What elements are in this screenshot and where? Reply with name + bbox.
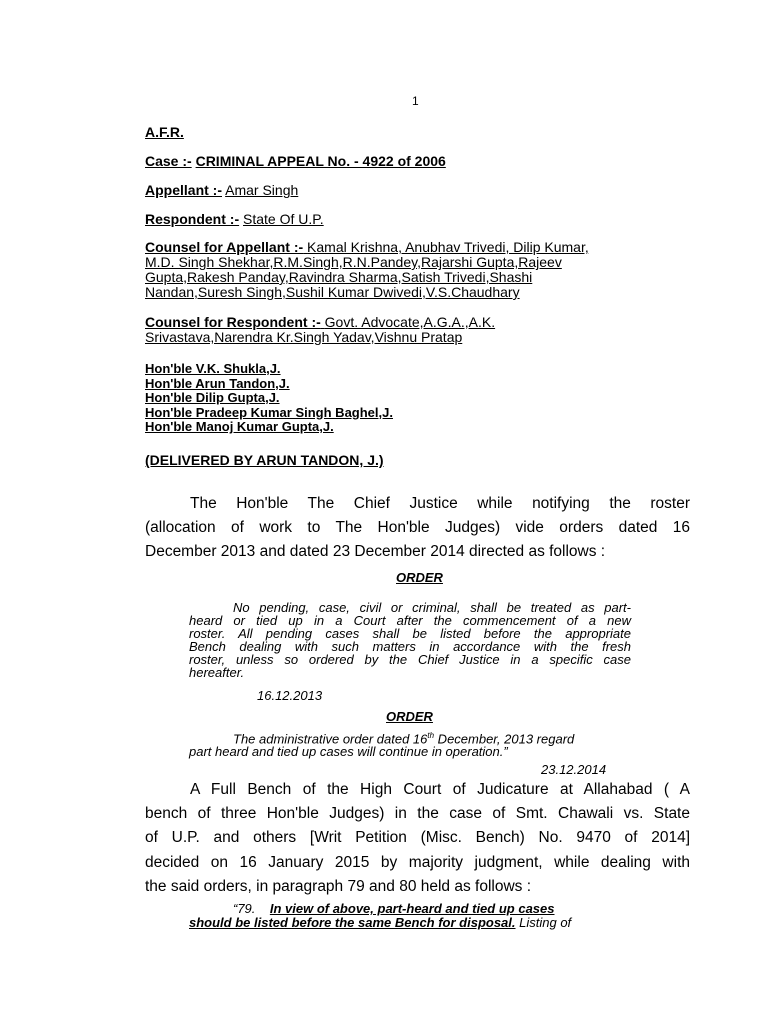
- case-label: Case :-: [145, 153, 192, 169]
- order-1-line2: heard or tied up in a Court after the commencement of a new: [189, 613, 631, 628]
- afr-label: A.F.R.: [145, 124, 184, 140]
- order-heading-1: ORDER: [396, 570, 443, 585]
- case-value: CRIMINAL APPEAL No. - 4922 of 2006: [195, 153, 446, 169]
- judges-list: [145, 362, 393, 435]
- delivered-by: (DELIVERED BY ARUN TANDON, J.): [145, 452, 384, 468]
- quote-79-tail: Listing of: [515, 915, 572, 930]
- order-1-line3: roster. All pending cases shall be listed before the appropriate: [189, 626, 631, 641]
- judge-name: Hon'ble Arun Tandon,J.: [145, 375, 290, 391]
- order-2-line1: [189, 729, 631, 745]
- counsel-appellant-line3: Gupta,Rakesh Panday,Ravindra Sharma,Satish Trivedi,Shashi: [145, 269, 533, 285]
- order-2-date: 23.12.2014: [541, 762, 607, 777]
- counsel-appellant-label: Counsel for Appellant :-: [145, 239, 304, 255]
- paragraph-1: [145, 492, 690, 564]
- respondent-line: [145, 211, 324, 227]
- counsel-respondent-line2: Srivastava,Narendra Kr.Singh Yadav,Vishnu Pratap: [145, 329, 463, 345]
- counsel-appellant-line1: Kamal Krishna, Anubhav Trivedi, Dilip Kumar,: [307, 239, 589, 255]
- order-2-line1-pre: The administrative order dated 16: [233, 731, 428, 747]
- order-1-line6: hereafter.: [189, 665, 245, 680]
- case-line: [145, 153, 446, 169]
- paragraph-1-line1: The Hon'ble The Chief Justice while notifying the roster: [190, 495, 690, 512]
- judge-name: Hon'ble Manoj Kumar Gupta,J.: [145, 419, 334, 434]
- counsel-appellant-line2: M.D. Singh Shekhar,R.M.Singh,R.N.Pandey,Rajarshi Gupta,Rajeev: [145, 254, 562, 270]
- quote-79-line1: [189, 902, 634, 916]
- paragraph-2-line1: A Full Bench of the High Court of Judicature at Allahabad ( A: [190, 781, 690, 798]
- order-heading-2: ORDER: [386, 709, 433, 724]
- quote-79: [189, 902, 634, 930]
- counsel-respondent-label: Counsel for Respondent :-: [145, 314, 321, 330]
- paragraph-2: [145, 778, 690, 899]
- judge-name: Hon'ble Pradeep Kumar Singh Baghel,J.: [145, 404, 393, 420]
- paragraph-2-line5: the said orders, in paragraph 79 and 80 held as follows :: [145, 877, 532, 895]
- appellant-value: Amar Singh: [225, 182, 299, 198]
- quote-79-bold1: In view of above, part-heard and tied up cases: [269, 901, 555, 916]
- paragraph-2-line3: of U.P. and others [Writ Petition (Misc. Bench) No. 9470 of 2014]: [145, 829, 690, 847]
- counsel-respondent-line1: Govt. Advocate,A.G.A.,A.K.: [324, 314, 496, 330]
- quote-79-bold2: should be listed before the same Bench for disposal.: [189, 915, 516, 930]
- paragraph-1-line3: December 2013 and dated 23 December 2014 directed as follows :: [145, 543, 606, 560]
- appellant-label: Appellant :-: [145, 182, 222, 198]
- order-1-text: [189, 601, 631, 679]
- paragraph-1-line2: (allocation of work to The Hon'ble Judges) vide orders dated 16: [145, 519, 690, 536]
- order-2-line1-sup: th: [427, 731, 435, 740]
- judge-name: Hon'ble V.K. Shukla,J.: [145, 361, 281, 376]
- quote-79-prefix: “79.: [233, 901, 256, 916]
- order-2-text: [189, 729, 631, 758]
- respondent-value: State Of U.P.: [243, 211, 324, 227]
- page-number: 1: [412, 94, 419, 108]
- paragraph-2-line4: decided on 16 January 2015 by majority judgment, while dealing with: [145, 853, 690, 871]
- order-2-line2: part heard and tied up cases will continue in operation.”: [189, 744, 508, 760]
- order-1-line1: No pending, case, civil or criminal, shall be treated as part-: [233, 600, 631, 615]
- respondent-label: Respondent :-: [145, 211, 240, 227]
- judge-name: Hon'ble Dilip Gupta,J.: [145, 390, 280, 405]
- paragraph-2-line2: bench of three Hon'ble Judges) in the case of Smt. Chawali vs. State: [145, 805, 690, 823]
- order-1-line5: roster, unless so ordered by the Chief Justice in a specific case: [189, 652, 631, 667]
- counsel-respondent: [145, 315, 665, 345]
- order-1-line4: Bench dealing with such matters in accordance with the fresh: [189, 639, 631, 654]
- quote-79-line2: [189, 916, 634, 930]
- counsel-appellant-line4: Nandan,Suresh Singh,Sushil Kumar Dwivedi,V.S.Chaudhary: [145, 284, 520, 300]
- order-1-date: 16.12.2013: [257, 688, 323, 703]
- counsel-appellant: [145, 240, 665, 300]
- appellant-line: [145, 182, 298, 198]
- order-2-line1-post: December, 2013 regard: [434, 731, 575, 747]
